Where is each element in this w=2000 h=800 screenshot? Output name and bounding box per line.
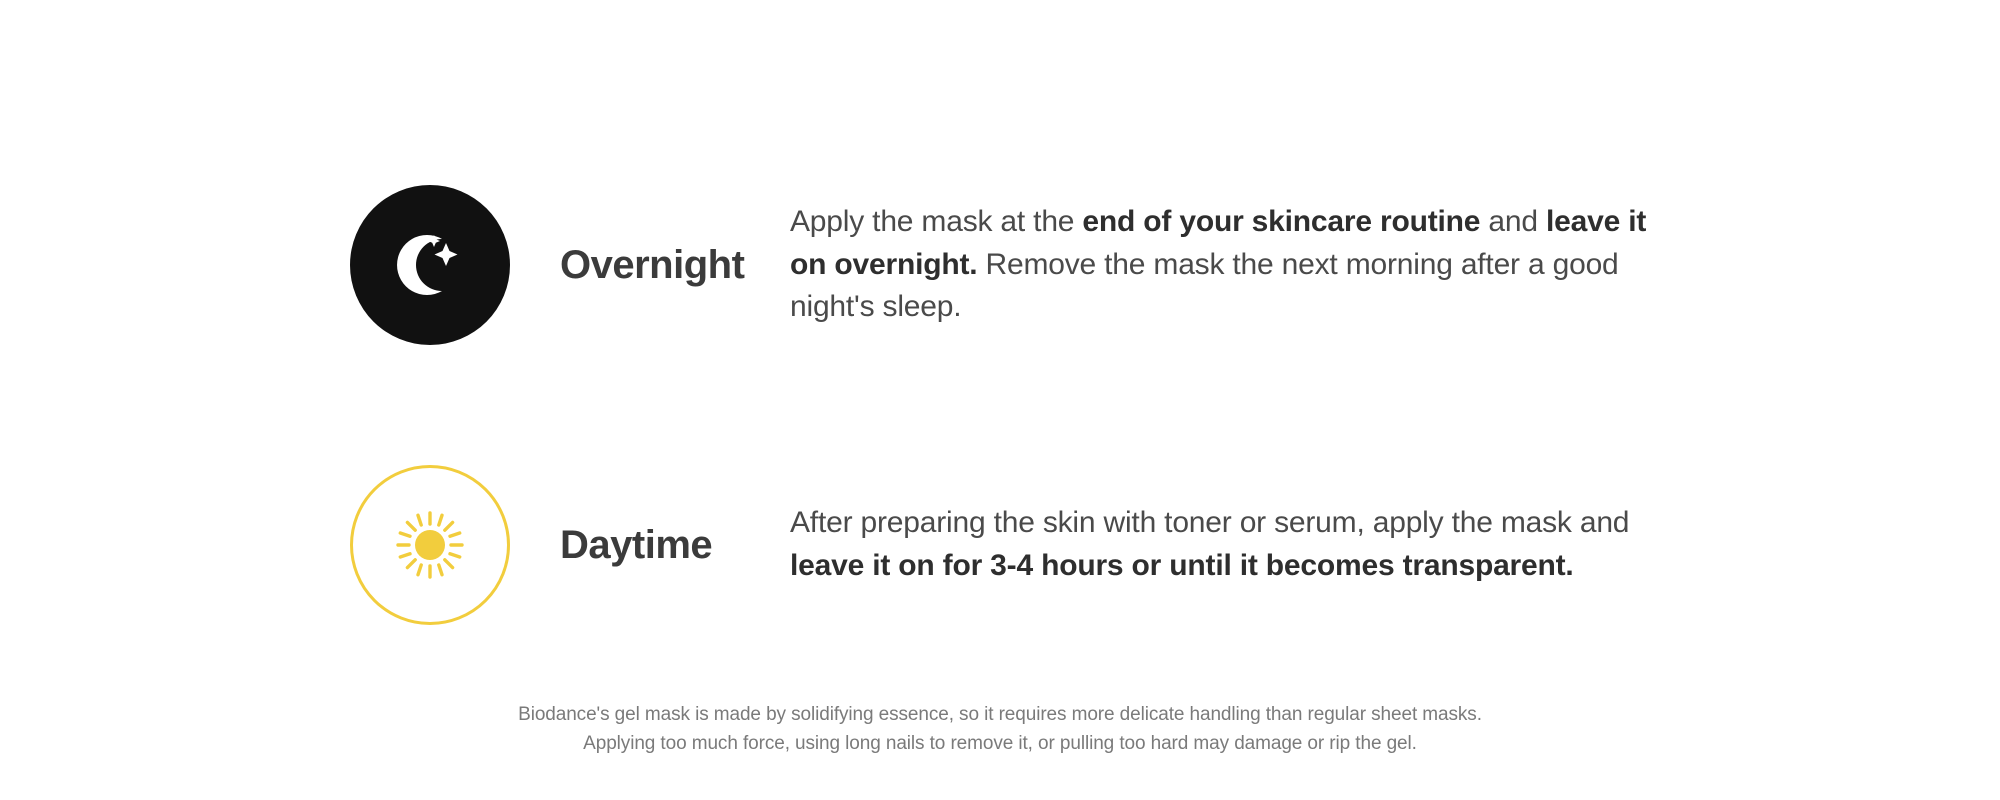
daytime-description <box>790 502 1650 587</box>
daytime-text-1: After preparing the skin with toner or serum, apply the mask and <box>790 506 1630 540</box>
overnight-text-4: leave it on overnight. <box>790 205 1647 281</box>
overnight-description <box>790 201 1650 329</box>
footnote-line-1: Biodance's gel mask is made by solidifying essence, so it requires more delicate handling than regular sheet masks. <box>518 704 1482 725</box>
overnight-text-5: Remove the mask the next morning after a good night's sleep. <box>790 247 1619 324</box>
instruction-row-daytime <box>350 465 1650 625</box>
daytime-icon-circle <box>350 465 510 625</box>
overnight-label: Overnight <box>560 242 745 287</box>
overnight-text-3: and <box>1480 205 1546 239</box>
daytime-text-2: leave it on for 3-4 hours or until it becomes transparent. <box>790 549 1574 582</box>
footnote <box>0 700 2000 759</box>
daytime-label: Daytime <box>560 522 713 567</box>
instruction-rows <box>350 185 1650 745</box>
overnight-icon-wrap <box>350 185 510 345</box>
sun-icon <box>380 495 480 595</box>
footnote-line-2: Applying too much force, using long nails to remove it, or pulling too hard may damage or rip the gel. <box>583 733 1417 755</box>
overnight-icon-circle <box>350 185 510 345</box>
daytime-icon-wrap <box>350 465 510 625</box>
instruction-row-overnight <box>350 185 1650 345</box>
overnight-text-1: Apply the mask at the <box>790 205 1083 239</box>
moon-stars-icon <box>384 219 476 311</box>
overnight-text-2: end of your skincare routine <box>1082 205 1481 239</box>
